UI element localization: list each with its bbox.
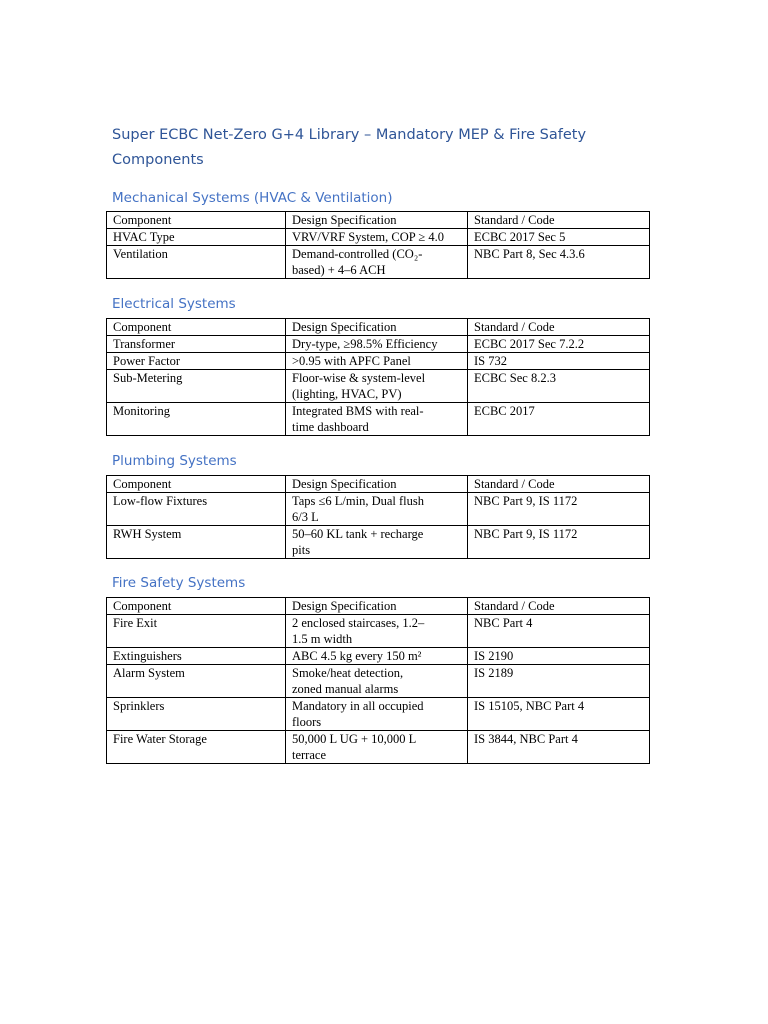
plumbing-systems-table — [106, 475, 650, 559]
table-row — [107, 731, 650, 764]
table-row — [107, 403, 650, 436]
mechanical-systems-table — [106, 211, 650, 279]
table-cell: Ventilation — [107, 246, 286, 279]
table-row — [107, 698, 650, 731]
table-header-cell: Design Specification — [286, 319, 468, 336]
table-cell: Low-flow Fixtures — [107, 493, 286, 526]
table-cell: IS 2189 — [468, 665, 650, 698]
table-cell: RWH System — [107, 526, 286, 559]
table-cell: Transformer — [107, 336, 286, 353]
table-cell: NBC Part 9, IS 1172 — [468, 493, 650, 526]
table-header-cell: Component — [107, 212, 286, 229]
table-row — [107, 493, 650, 526]
table-header-row — [107, 319, 650, 336]
table-header-row — [107, 212, 650, 229]
table-header-cell: Standard / Code — [468, 598, 650, 615]
table-cell: 50,000 L UG + 10,000 L terrace — [286, 731, 468, 764]
table-cell: IS 3844, NBC Part 4 — [468, 731, 650, 764]
table-header-cell: Design Specification — [286, 598, 468, 615]
table-cell: IS 732 — [468, 353, 650, 370]
table-row — [107, 665, 650, 698]
table-cell: Demand-controlled (CO₂- based) + 4–6 ACH — [286, 246, 468, 279]
table-cell: Sub-Metering — [107, 370, 286, 403]
table-cell: Sprinklers — [107, 698, 286, 731]
table-cell: Alarm System — [107, 665, 286, 698]
table-header-cell: Design Specification — [286, 476, 468, 493]
table-cell: ECBC 2017 Sec 5 — [468, 229, 650, 246]
table-cell: ABC 4.5 kg every 150 m² — [286, 648, 468, 665]
section-heading-plumbing: Plumbing Systems — [112, 453, 237, 469]
table-row — [107, 615, 650, 648]
table-cell: Power Factor — [107, 353, 286, 370]
table-header-cell: Standard / Code — [468, 476, 650, 493]
table-cell: IS 2190 — [468, 648, 650, 665]
table-cell: >0.95 with APFC Panel — [286, 353, 468, 370]
table-row — [107, 648, 650, 665]
table-cell: Mandatory in all occupied floors — [286, 698, 468, 731]
document-title: Super ECBC Net-Zero G+4 Library – Mandatory MEP & Fire Safety Components — [112, 127, 587, 168]
table-row — [107, 353, 650, 370]
table-header-cell: Component — [107, 319, 286, 336]
table-cell: Dry-type, ≥98.5% Efficiency — [286, 336, 468, 353]
table-cell: Fire Exit — [107, 615, 286, 648]
table-cell: ECBC 2017 — [468, 403, 650, 436]
table-row — [107, 246, 650, 279]
section-heading-mechanical: Mechanical Systems (HVAC & Ventilation) — [112, 190, 393, 206]
table-cell: Monitoring — [107, 403, 286, 436]
table-cell: IS 15105, NBC Part 4 — [468, 698, 650, 731]
table-cell: 2 enclosed staircases, 1.2– 1.5 m width — [286, 615, 468, 648]
table-cell: Floor-wise & system-level (lighting, HVAC, PV) — [286, 370, 468, 403]
table-row — [107, 370, 650, 403]
table-cell: ECBC Sec 8.2.3 — [468, 370, 650, 403]
table-header-cell: Standard / Code — [468, 319, 650, 336]
table-header-cell: Design Specification — [286, 212, 468, 229]
table-cell: Fire Water Storage — [107, 731, 286, 764]
table-row — [107, 336, 650, 353]
table-cell: VRV/VRF System, COP ≥ 4.0 — [286, 229, 468, 246]
table-header-cell: Component — [107, 598, 286, 615]
section-heading-fire-safety: Fire Safety Systems — [112, 575, 246, 591]
table-cell: NBC Part 4 — [468, 615, 650, 648]
table-cell: 50–60 KL tank + recharge pits — [286, 526, 468, 559]
section-heading-electrical: Electrical Systems — [112, 296, 236, 312]
table-header-row — [107, 598, 650, 615]
electrical-systems-table — [106, 318, 650, 436]
table-cell: HVAC Type — [107, 229, 286, 246]
table-row — [107, 229, 650, 246]
table-cell: Extinguishers — [107, 648, 286, 665]
table-cell: Integrated BMS with real- time dashboard — [286, 403, 468, 436]
table-header-cell: Component — [107, 476, 286, 493]
table-cell: ECBC 2017 Sec 7.2.2 — [468, 336, 650, 353]
table-header-row — [107, 476, 650, 493]
table-cell: Smoke/heat detection, zoned manual alarms — [286, 665, 468, 698]
table-cell: NBC Part 9, IS 1172 — [468, 526, 650, 559]
table-cell: Taps ≤6 L/min, Dual flush 6/3 L — [286, 493, 468, 526]
fire-safety-systems-table — [106, 597, 650, 764]
table-row — [107, 526, 650, 559]
table-header-cell: Standard / Code — [468, 212, 650, 229]
table-cell: NBC Part 8, Sec 4.3.6 — [468, 246, 650, 279]
